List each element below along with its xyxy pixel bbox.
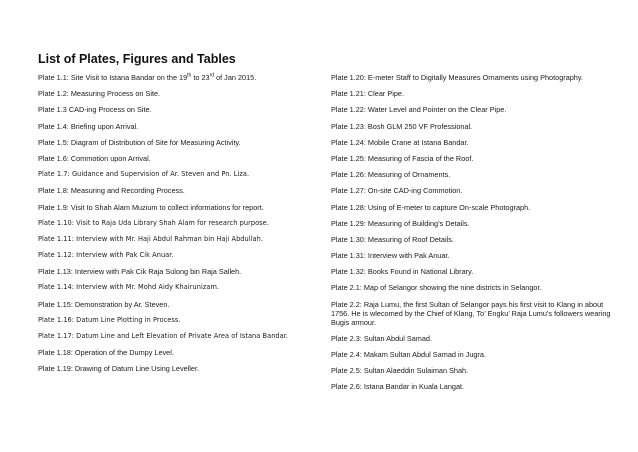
list-entry xyxy=(38,348,328,357)
entry-text: Plate 2.6: Istana Bandar in Kuala Langat. xyxy=(331,382,465,392)
list-entry xyxy=(331,73,613,82)
superscript-text: rd xyxy=(209,72,215,79)
entry-text: Plate 2.2: Raja Lumu, the first Sultan of Selangor pays his first visit to Klang in about 1756. He is wlecomed by the Chief of Klang, To’ Engku’ Raja Lumu’s followers wearing Bugis armour. xyxy=(331,299,611,327)
list-entry xyxy=(331,219,613,228)
entry-text: Plate 1.25: Measuring of Fascia of the Roof. xyxy=(331,153,474,163)
entry-text: Plate 1.4: Briefing upon Arrival. xyxy=(38,121,139,131)
list-entry xyxy=(38,364,328,373)
entry-text: Plate 1.17: Datum Line and Left Elevation of Private Area of Istana Bandar. xyxy=(38,332,289,340)
list-entry xyxy=(38,283,328,292)
entry-text: Plate 1.16: Datum Line Plotting in Process. xyxy=(38,315,181,324)
list-entry xyxy=(38,138,328,147)
entry-text: Plate 1.29: Measuring of Building’s Details. xyxy=(331,218,470,228)
entry-text: to 23 xyxy=(191,73,210,82)
entry-text: Plate 1.10: Visit to Raja Uda Library Shah Alam for research purpose. xyxy=(38,218,269,227)
entry-text: Plate 1.23: Bosh GLM 250 VF Professional. xyxy=(331,121,473,131)
entry-text: Plate 1.11: Interview with Mr. Haji Abdul Rahman bin Haji Abdullah. xyxy=(38,234,263,243)
list-entry xyxy=(331,334,613,343)
entry-text: Plate 1.1: Site Visit to Istana Bandar on the 19 xyxy=(38,73,188,82)
entry-text: Plate 2.3: Sultan Abdul Samad. xyxy=(331,333,433,343)
list-entry xyxy=(331,154,613,163)
entry-text: Plate 1.13: Interview with Pak Cik Raja Sulong bin Raja Salleh. xyxy=(38,267,242,277)
entry-text: Plate 1.30: Measuring of Roof Details. xyxy=(331,234,454,244)
entry-text: Plate 1.14: Interview with Mr. Mohd Aidy Khairunizam. xyxy=(38,283,220,292)
list-entry xyxy=(331,235,613,244)
entry-text: Plate 1.19: Drawing of Datum Line Using Leveller. xyxy=(38,364,200,374)
entry-text: Plate 1.28: Using of E-meter to capture On-scale Photograph. xyxy=(331,202,531,212)
list-entry xyxy=(38,332,328,341)
entry-text: Plate 1.18: Operation of the Dumpy Level. xyxy=(38,348,174,358)
entry-text: Plate 1.24: Mobile Crane at Istana Bandar. xyxy=(331,137,469,147)
list-entry xyxy=(331,251,613,260)
entry-text: Plate 2.5: Sultan Alaeddin Sulaiman Shah. xyxy=(331,366,469,376)
entry-text: Plate 1.12: Interview with Pak Cik Anuar. xyxy=(38,251,174,260)
list-entry xyxy=(331,366,613,375)
entry-text: of Jan 2015. xyxy=(214,73,257,82)
list-entry xyxy=(331,382,613,391)
entry-text: Plate 1.5: Diagram of Distribution of Site for Measuring Activity. xyxy=(38,137,241,147)
list-entry xyxy=(38,235,328,244)
list-entry xyxy=(38,186,328,195)
list-entry xyxy=(331,122,613,131)
list-entry xyxy=(38,89,328,98)
list-entry xyxy=(38,316,328,325)
entry-text: Plate 1.9: Visit to Shah Alam Muzium to collect informations for report. xyxy=(38,202,264,212)
list-entry xyxy=(331,283,613,292)
entry-text: Plate 2.4: Makam Sultan Abdul Samad in Jugra. xyxy=(331,350,486,359)
list-entry xyxy=(331,300,613,327)
entry-text: Plate 1.6: Commotion upon Arrival. xyxy=(38,153,151,163)
entry-text: Plate 1.32: Books Found in National Library. xyxy=(331,267,474,277)
list-entry xyxy=(38,105,328,114)
list-entry xyxy=(38,170,328,179)
entry-text: Plate 1.7: Guidance and Supervision of Ar. Steven and Pn. Liza. xyxy=(38,170,250,179)
document-title: List of Plates, Figures and Tables xyxy=(38,52,236,66)
entry-text: Plate 1.31: Interview with Pak Anuar. xyxy=(331,251,450,261)
left-column-list xyxy=(38,73,328,381)
list-entry xyxy=(331,267,613,276)
entry-text: Plate 1.15: Demonstration by Ar. Steven. xyxy=(38,299,170,309)
list-entry xyxy=(38,203,328,212)
entry-text: Plate 1.27: On-site CAD-ing Commotion. xyxy=(331,186,463,196)
list-entry xyxy=(38,251,328,260)
list-entry xyxy=(38,122,328,131)
list-entry xyxy=(331,350,613,359)
list-entry xyxy=(331,105,613,114)
list-entry xyxy=(38,300,328,309)
right-column-list xyxy=(331,73,613,399)
list-entry xyxy=(38,73,328,82)
list-entry xyxy=(331,186,613,195)
entry-text: Plate 1.3 CAD-ing Process on Site. xyxy=(38,105,152,115)
entry-text: Plate 2.1: Map of Selangor showing the nine districts in Selangor. xyxy=(331,283,542,293)
entry-text: Plate 1.22: Water Level and Pointer on the Clear Pipe. xyxy=(331,105,507,115)
entry-text: Plate 1.21: Clear Pipe. xyxy=(331,89,405,99)
list-entry xyxy=(38,219,328,228)
entry-text: Plate 1.20: E-meter Staff to Digitally Measures Ornaments using Photography. xyxy=(331,73,584,82)
entry-text: Plate 1.26: Measuring of Ornaments. xyxy=(331,170,451,180)
list-entry xyxy=(331,138,613,147)
list-entry xyxy=(331,170,613,179)
list-entry xyxy=(38,267,328,276)
entry-text: Plate 1.8: Measuring and Recording Process. xyxy=(38,186,185,196)
list-entry xyxy=(331,203,613,212)
list-entry xyxy=(38,154,328,163)
superscript-text: th xyxy=(187,72,192,79)
entry-text: Plate 1.2: Measuring Process on Site. xyxy=(38,89,161,99)
list-entry xyxy=(331,89,613,98)
